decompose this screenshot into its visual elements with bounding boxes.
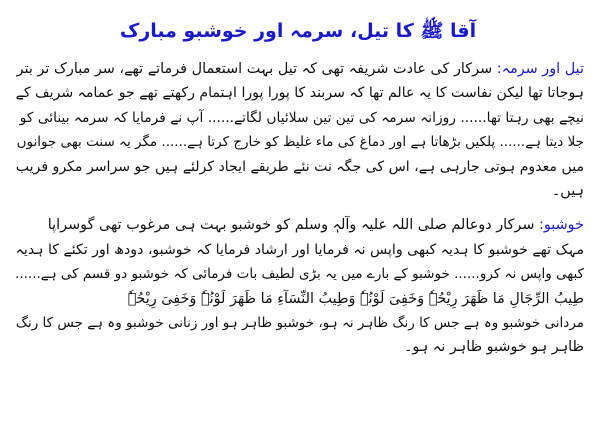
section-heading: تیل اور سرمہ:	[496, 61, 584, 77]
paragraph-line: میں معدوم ہوتی جارہی ہے، اس کی جگہ نت نئے طریقے ایجاد کرلئے ہیں جو سراسر مکرو فریب	[15, 158, 584, 175]
paragraph-line: طِیبُ الرِّجَالِ مَا ظَھَرَ رِیْحُہٗ وَخَفِیَ لَوْنُہٗ وَطِیبُ النِّسَآءِ مَا ظَھَرَ لَوْنُہٗ وَخَفِیَ رِیْحُہٗ	[127, 290, 584, 307]
paragraph-line: ہیں۔	[551, 183, 584, 200]
paragraph-line: مہک تھے خوشبو کا ہدیہ کبھی واپس نہ فرمایا اور ارشاد فرمایا کہ خوشبو، دودھ اور تکئے کا ہدیہ	[15, 241, 584, 258]
paragraph-line: مردانی خوشبو وہ ہے جس کا رنگ ظاہر نہ ہو، خوشبو ظاہر ہو اور زنانی خوشبو وہ ہے جس کا رنگ	[15, 315, 584, 332]
page-title: آقا ﷺ کا تیل، سرمہ اور خوشبو مبارک	[119, 20, 477, 42]
paragraph-line: ظاہر ہو خوشبو ظاہر نہ ہو۔	[403, 339, 584, 356]
paragraph-text: سرکار دوعالم صلی اللہ علیہ وآلہٖ وسلم کو خوشبو بہت ہی مرغوب تھی گوسراپا	[47, 217, 535, 234]
paragraph-line: ہوجاتا تھا لیکن نفاست کا یہ عالم تھا کہ سربند کا پورا پورا اہتمام رکھتے تھے جو عمامہ شریف کے	[15, 85, 584, 102]
section-fragrance	[12, 213, 584, 359]
section-oil-and-kohl	[12, 57, 584, 203]
paragraph-line: جلا دیتا ہے...... پلکیں بڑھاتا ہے اور دماغ کی ماء غلیظ کو خارج کرتا ہے...... مگر یہ سنت بھی جوانوں	[16, 134, 584, 151]
paragraph-line	[12, 213, 584, 237]
paragraph-line: نیچے بھی رہتا تھا...... روزانہ سرمہ کی تین تین سلائیاں لگاتے...... آپ نے فرمایا کہ سرمہ بینائی کو	[19, 109, 584, 126]
section-heading: خوشبو:	[538, 217, 584, 234]
paragraph-line	[12, 57, 584, 81]
paragraph-text: سرکار کی عادت شریفہ تھی کہ تیل بہت استعمال فرماتے تھے، سر مبارک تر بتر	[16, 61, 493, 77]
paragraph-line: کبھی واپس نہ کرو...... خوشبو کے بارے میں یہ بڑی لطیف بات فرمائی کہ خوشبو دو قسم کی ہے......	[15, 266, 584, 283]
